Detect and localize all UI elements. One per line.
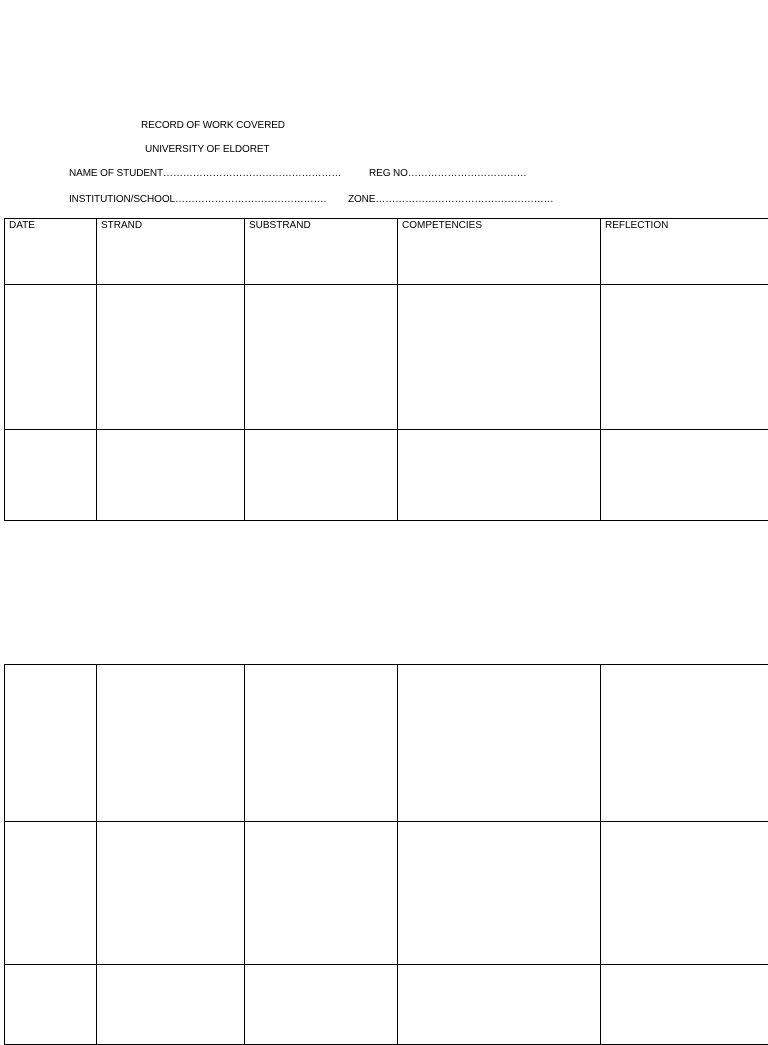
column-header-reflection: REFLECTION (601, 219, 768, 285)
table-cell (5, 822, 97, 965)
table-cell (398, 285, 601, 430)
table-header-row (5, 219, 768, 285)
record-table-continued (4, 664, 768, 1045)
table-cell (5, 430, 97, 521)
table-row (5, 430, 768, 521)
column-header-date: DATE (5, 219, 97, 285)
table-cell (245, 965, 398, 1045)
table-cell (5, 665, 97, 822)
table-cell (97, 822, 245, 965)
table-row (5, 822, 768, 965)
table-row (5, 285, 768, 430)
student-name-field: NAME OF STUDENT……………………………………………… (69, 168, 341, 180)
column-header-substrand: SUBSTRAND (245, 219, 398, 285)
record-table (4, 218, 768, 521)
table-cell (245, 822, 398, 965)
table-cell (97, 665, 245, 822)
table-cell (245, 430, 398, 521)
table-cell (601, 965, 768, 1045)
table-cell (97, 285, 245, 430)
table-cell (398, 822, 601, 965)
column-header-strand: STRAND (97, 219, 245, 285)
table-cell (601, 665, 768, 822)
table-cell (398, 430, 601, 521)
table-cell (398, 965, 601, 1045)
table-cell (398, 665, 601, 822)
table-cell (601, 285, 768, 430)
university-name: UNIVERSITY OF ELDORET (145, 144, 269, 156)
column-header-competencies: COMPETENCIES (398, 219, 601, 285)
table-cell (97, 430, 245, 521)
table-cell (97, 965, 245, 1045)
table-row (5, 665, 768, 822)
table-cell (601, 822, 768, 965)
table-cell (5, 965, 97, 1045)
table-cell (245, 665, 398, 822)
table-cell (245, 285, 398, 430)
table-cell (601, 430, 768, 521)
institution-school-field: INSTITUTION/SCHOOL………………………………………. (69, 194, 326, 206)
table-row (5, 965, 768, 1045)
table-cell (5, 285, 97, 430)
reg-no-field: REG NO……………………………… (369, 168, 527, 180)
record-title: RECORD OF WORK COVERED (141, 120, 285, 132)
zone-field: ZONE……………………………………………… (348, 194, 554, 206)
